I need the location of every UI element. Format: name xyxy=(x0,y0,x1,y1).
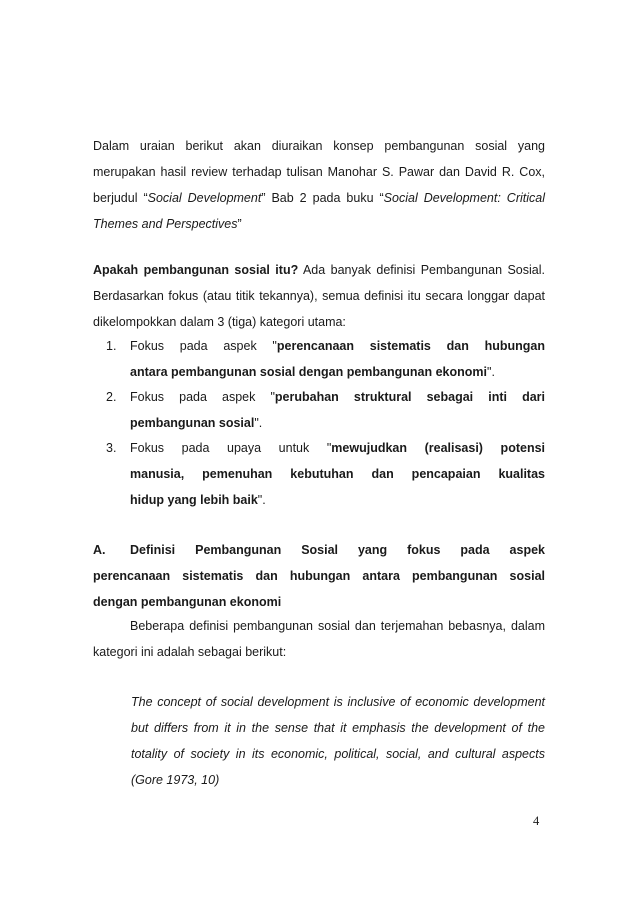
list-item: 3. Fokus pada upaya untuk "mewujudkan (realisasi) potensi manusia, pemenuhan kebutuhan dan pencapaian kualitas hidup yang lebih baik". xyxy=(130,435,545,513)
section-label: A. xyxy=(93,543,106,557)
list-number: 1. xyxy=(106,339,117,353)
intro-line: Themes and Perspectives” xyxy=(93,217,242,231)
section-heading xyxy=(93,537,545,615)
question-line: Berdasarkan fokus (atau titik tekannya), semua definisi itu secara longgar dapat xyxy=(93,289,545,303)
list-item: 1. Fokus pada aspek "perencanaan sistematis dan hubungan antara pembangunan sosial dengan pembangunan ekonomi". xyxy=(130,333,545,385)
list-number: 3. xyxy=(106,441,117,455)
intro-paragraph xyxy=(93,133,545,237)
question-line: dikelompokkan dalam 3 (tiga) kategori utama: xyxy=(93,315,346,329)
question-paragraph xyxy=(93,257,545,335)
block-quote: The concept of social development is inclusive of economic development but differs from it in the sense that it emphasis the development of the totality of society in its economic, political, social, and cultural aspects (Gore 1973, 10) xyxy=(131,695,545,787)
intro-line: Dalam uraian berikut akan diuraikan konsep pembangunan sosial yang xyxy=(93,139,545,153)
section-title-line: dengan pembangunan ekonomi xyxy=(93,595,282,609)
intro-line: berjudul “Social Development” Bab 2 pada buku “Social Development: Critical xyxy=(93,191,546,205)
list-number: 2. xyxy=(106,390,117,404)
body-paragraph: Beberapa definisi pembangunan sosial dan terjemahan bebasnya, dalam kategori ini adalah sebagai berikut: xyxy=(93,619,545,659)
question-line: Apakah pembangunan sosial itu? Ada banyak definisi Pembangunan Sosial. xyxy=(93,263,545,277)
intro-line: merupakan hasil review terhadap tulisan Manohar S. Pawar dan David R. Cox, xyxy=(93,165,545,179)
section-title-line: Definisi Pembangunan Sosial yang fokus pada aspek xyxy=(130,543,545,557)
list-item: 2. Fokus pada aspek "perubahan struktural sebagai inti dari pembangunan sosial". xyxy=(130,384,545,436)
section-title-line: perencanaan sistematis dan hubungan antara pembangunan sosial xyxy=(93,569,545,583)
page-number: 4 xyxy=(533,814,540,828)
